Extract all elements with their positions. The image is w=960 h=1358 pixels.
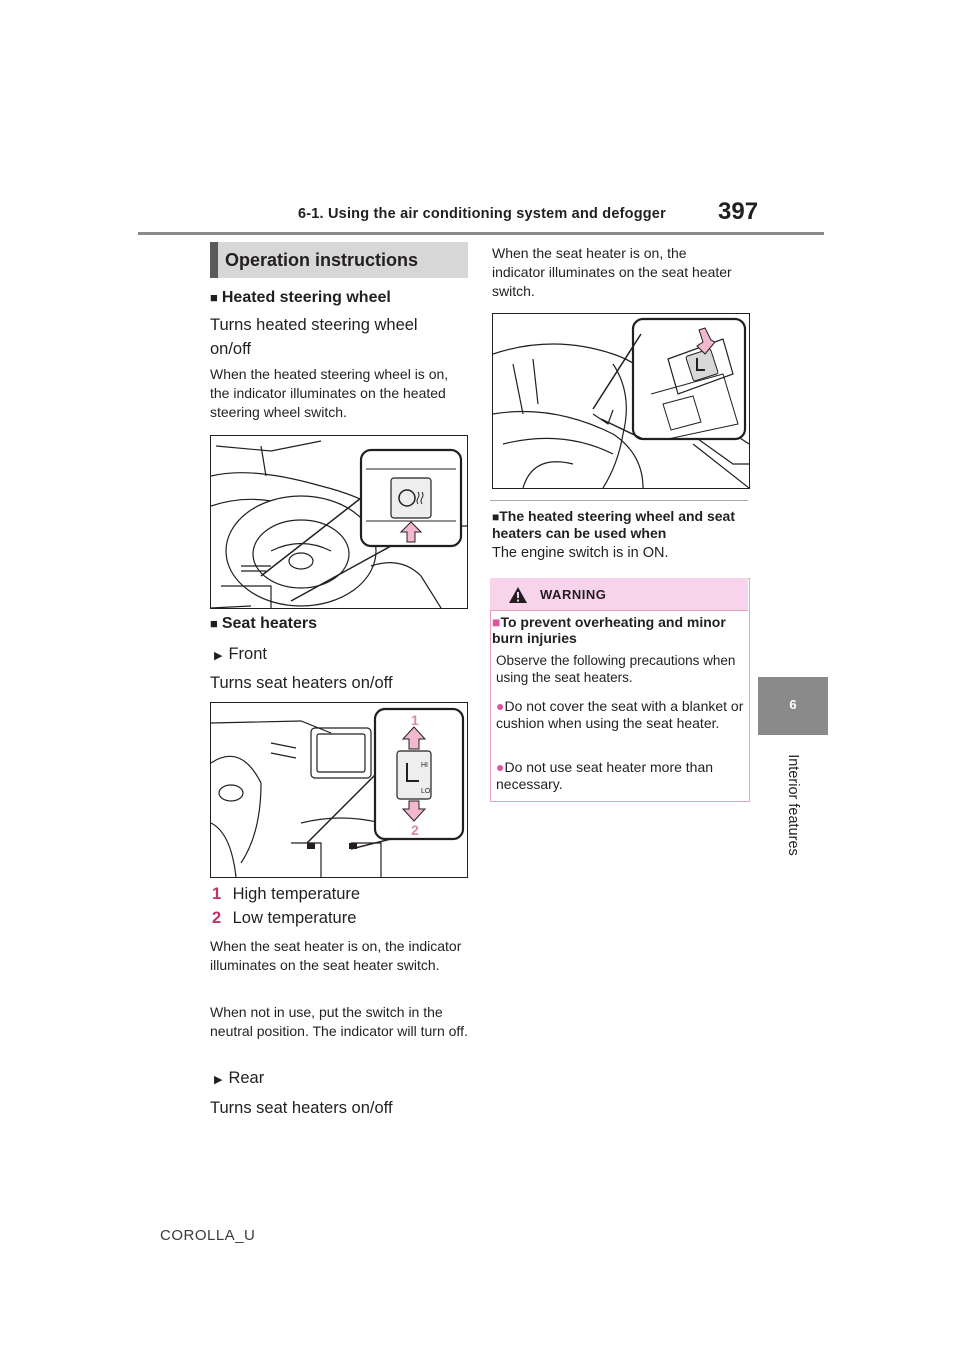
switch-label-lo: LO bbox=[421, 788, 431, 795]
heated-wheel-instruction: Turns heated steering wheel on/off bbox=[210, 316, 418, 358]
rear-seat-heater-figure bbox=[492, 313, 750, 489]
section-title: Operation instructions bbox=[225, 250, 419, 270]
warning-intro: Observe the following precautions when using the seat heaters. bbox=[496, 653, 736, 685]
item-high-temp: 1 High temperature bbox=[212, 885, 361, 903]
rear-instruction: Turns seat heaters on/off bbox=[210, 1099, 393, 1117]
switch-label-hi: HI bbox=[421, 762, 428, 769]
chapter-number: 6 bbox=[789, 697, 797, 712]
header-rule bbox=[138, 232, 824, 235]
warning-subheading: ■To prevent overheating and minor burn injuries bbox=[492, 614, 726, 646]
seat-heater-note: When the seat heater is on, the indicator illuminates on the seat heater switch. bbox=[210, 938, 462, 973]
neutral-position-note: When not in use, put the switch in the neutral position. The indicator will turn off. bbox=[210, 1004, 468, 1039]
section-title-accent bbox=[210, 242, 218, 278]
front-seat-heater-figure bbox=[210, 702, 468, 878]
warning-title: WARNING bbox=[540, 587, 607, 602]
warning-icon bbox=[508, 586, 528, 604]
chapter-title: Interior features bbox=[785, 754, 801, 856]
callout-2: 2 bbox=[411, 822, 419, 838]
usable-heading: ■The heated steering wheel and seat heaters can be used when bbox=[492, 508, 735, 541]
page-number: 397 bbox=[718, 198, 759, 225]
front-instruction: Turns seat heaters on/off bbox=[210, 674, 393, 692]
item-low-temp: 2 Low temperature bbox=[212, 909, 357, 927]
heated-wheel-note: When the heated steering wheel is on, the indicator illuminates on the heated steering wheel switch. bbox=[210, 366, 449, 420]
section-divider bbox=[490, 500, 748, 501]
warning-bullet-2: ●Do not use seat heater more than necessary. bbox=[496, 759, 714, 792]
footer-model-code: COROLLA_U bbox=[160, 1227, 256, 1244]
front-label: ▶ Front bbox=[214, 645, 267, 663]
heated-wheel-figure bbox=[210, 435, 468, 609]
usable-text: The engine switch is in ON. bbox=[492, 545, 669, 561]
callout-1: 1 bbox=[411, 712, 419, 728]
seat-heaters-heading: ■ Seat heaters bbox=[210, 615, 317, 633]
warning-bullet-1: ●Do not cover the seat with a blanket or cushion when using the seat heater. bbox=[496, 698, 744, 731]
rear-heater-note: When the seat heater is on, the indicator illuminates on the seat heater switch. bbox=[492, 245, 732, 299]
warning-header bbox=[490, 578, 748, 611]
section-header: 6-1. Using the air conditioning system and defogger bbox=[298, 206, 666, 222]
heated-wheel-heading: ■ Heated steering wheel bbox=[210, 289, 391, 307]
rear-label: ▶ Rear bbox=[214, 1069, 265, 1087]
